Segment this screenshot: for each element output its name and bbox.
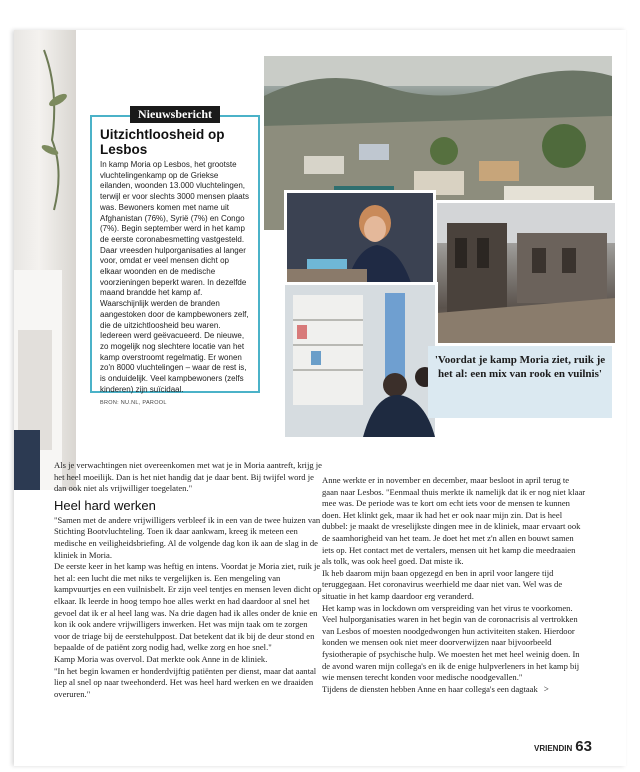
clinic-photo	[282, 282, 438, 440]
page-number: 63	[575, 738, 592, 755]
article-intro: Als je verwachtingen niet overeenkomen met wat je in Moria aantreft, krijg je het heel moeilijk. Dan is het niet handig dat je daar bent. Bij twijfel word je dan ook niet als vrijwilliger toegelaten."	[54, 460, 322, 494]
continue-arrow-icon: >	[543, 683, 549, 694]
clinic-illustration	[285, 285, 435, 437]
article-paragraph: Ik heb daarom mijn baan opgezegd en ben in april voor langere tijd teruggegaan. Het coronavirus weerhield me daar niet van. Wel was de situatie in het kamp daardoor erg veranderd.	[322, 567, 563, 601]
pull-quote: 'Voordat je kamp Moria ziet, ruik je het al: een mix van rook en vuilnis'	[428, 346, 612, 418]
article-paragraph: Het kamp was in lockdown om verspreiding van het virus te voorkomen. Veel hulporganisaties waren in het begin van de coronacrisis al vertrokken van Lesbos of moesten noodgedwongen hun activiteiten staken. Hierdoor konden we mensen ook niet meer doorverwijzen naar bijvoorbeeld fysiotherapie of psychische hulp. We moesten het met heel weinig doen. In de avond waren mijn collega's en ik de enige hulpverleners in het kamp bij wie mensen terecht konden voor medische noodgevallen."	[322, 602, 580, 683]
sidebar-source: BRON: NU.NL, PAROOL	[100, 400, 167, 407]
article-paragraph: De eerste keer in het kamp was heftig en intens. Voordat je Moria ziet, ruik je het al: een lucht die met niks te vergelijken is. Een mengeling van kampvuurtjes en een vuilnisbelt. Er zijn veel tentjes en mensen leven dicht op elkaar. Ik leerde in hoog tempo hoe alles werkt en had daardoor al snel het gevoel dat ik er al heel lang was. Na drie dagen had ik alles onder de knie en kon ik ook andere vrijwilligers inwerken. Het was mijn taak om te zorgen voor de triage bij de eerstehulppost. Dat betekent dat ik bij de deur stond en bepaalde of de patiënt zorg nodig had, welke zorg en hoe snel."	[54, 561, 322, 653]
article-column-left	[54, 460, 322, 700]
news-sidebar-box	[90, 107, 260, 407]
burned-building-illustration	[437, 203, 615, 343]
page-footer	[534, 738, 592, 755]
previous-page-photo	[14, 30, 76, 490]
magazine-page	[14, 30, 626, 766]
volunteer-photo	[284, 190, 436, 286]
volunteer-illustration	[287, 193, 433, 283]
article-column-right	[322, 475, 586, 695]
sidebar-badge: Nieuwsbericht	[130, 106, 220, 123]
article-paragraph: "In het begin kwamen er honderdvijftig patiënten per dienst, maar dat aantal liep al snel op naar tweehonderd. Het was heel hard werken en we draaiden overuren."	[54, 665, 317, 699]
magazine-name: VRIENDIN	[534, 744, 573, 753]
sidebar-body: In kamp Moria op Lesbos, het grootste vluchtelingenkamp op de Griekse eilanden, woonden 13.000 vluchtelingen, terwijl er voor slechts 3000 mensen plaats was. Bewoners komen met name uit Afghanistan (76%), Syrië (7%) en Congo (7%). Begin september werd in het kamp de eerste coronabesmetting vastgesteld. Daar vreesden hulporganisaties al langer voor, omdat er veel mensen dicht op elkaar woonden en de medische voorzieningen beperkt waren. In dezelfde maand brandde het kamp af. Waarschijnlijk werden de branden aangestoken door de kampbewoners zelf, die de uitzichtloosheid beu waren. Iedereen werd geëvacueerd. De nieuwe, zo mogelijk nog slechtere locatie van het kamp overstroomt regelmatig. Er wonen zo'n 8000 vluchtelingen – waar de rest is, is onduidelijk. Veel kampbewoners (zelfs kinderen) zijn suïcidaal.	[100, 160, 249, 394]
article-subheading: Heel hard werken	[54, 497, 156, 513]
article-paragraph: Anne werkte er in november en december, maar besloot in april terug te gaan naar Lesbos. "Eenmaal thuis merkte ik namelijk dat ik er nog niet klaar mee was. De periode was te kort om echt iets voor de mensen te kunnen doen. Het klinkt gek, maar ik had het er ook naar mijn zin. Dat is heel dubbel: je maakt de vreselijkste dingen mee in de kliniek, maar ervaart ook de saamhorigheid van het team. Je doet het met z'n allen en bouwt samen iets op. Het contact met de vertalers, mensen uit het kamp die meedraaien als tolk, was ook heel goed. Dat miste ik.	[322, 475, 586, 567]
sidebar-title: Uitzichtloosheid op Lesbos	[100, 127, 225, 157]
article-paragraph: Kamp Moria was overvol. Dat merkte ook Anne in de kliniek.	[54, 653, 268, 664]
person-photo-illustration	[14, 30, 76, 490]
article-paragraph: "Samen met de andere vrijwilligers verbleef ik in een van de twee huizen van Stichting Bootvluchteling. Toen ik daar aankwam, kreeg ik meteen een medische en veiligheidsbriefing. Al de volgende dag kon ik aan de slag in de kliniek in Moria.	[54, 514, 321, 560]
article-paragraph: Tijdens de diensten hebben Anne en haar collega's een dagtaak >	[322, 683, 549, 694]
burned-camp-photo	[434, 200, 618, 346]
